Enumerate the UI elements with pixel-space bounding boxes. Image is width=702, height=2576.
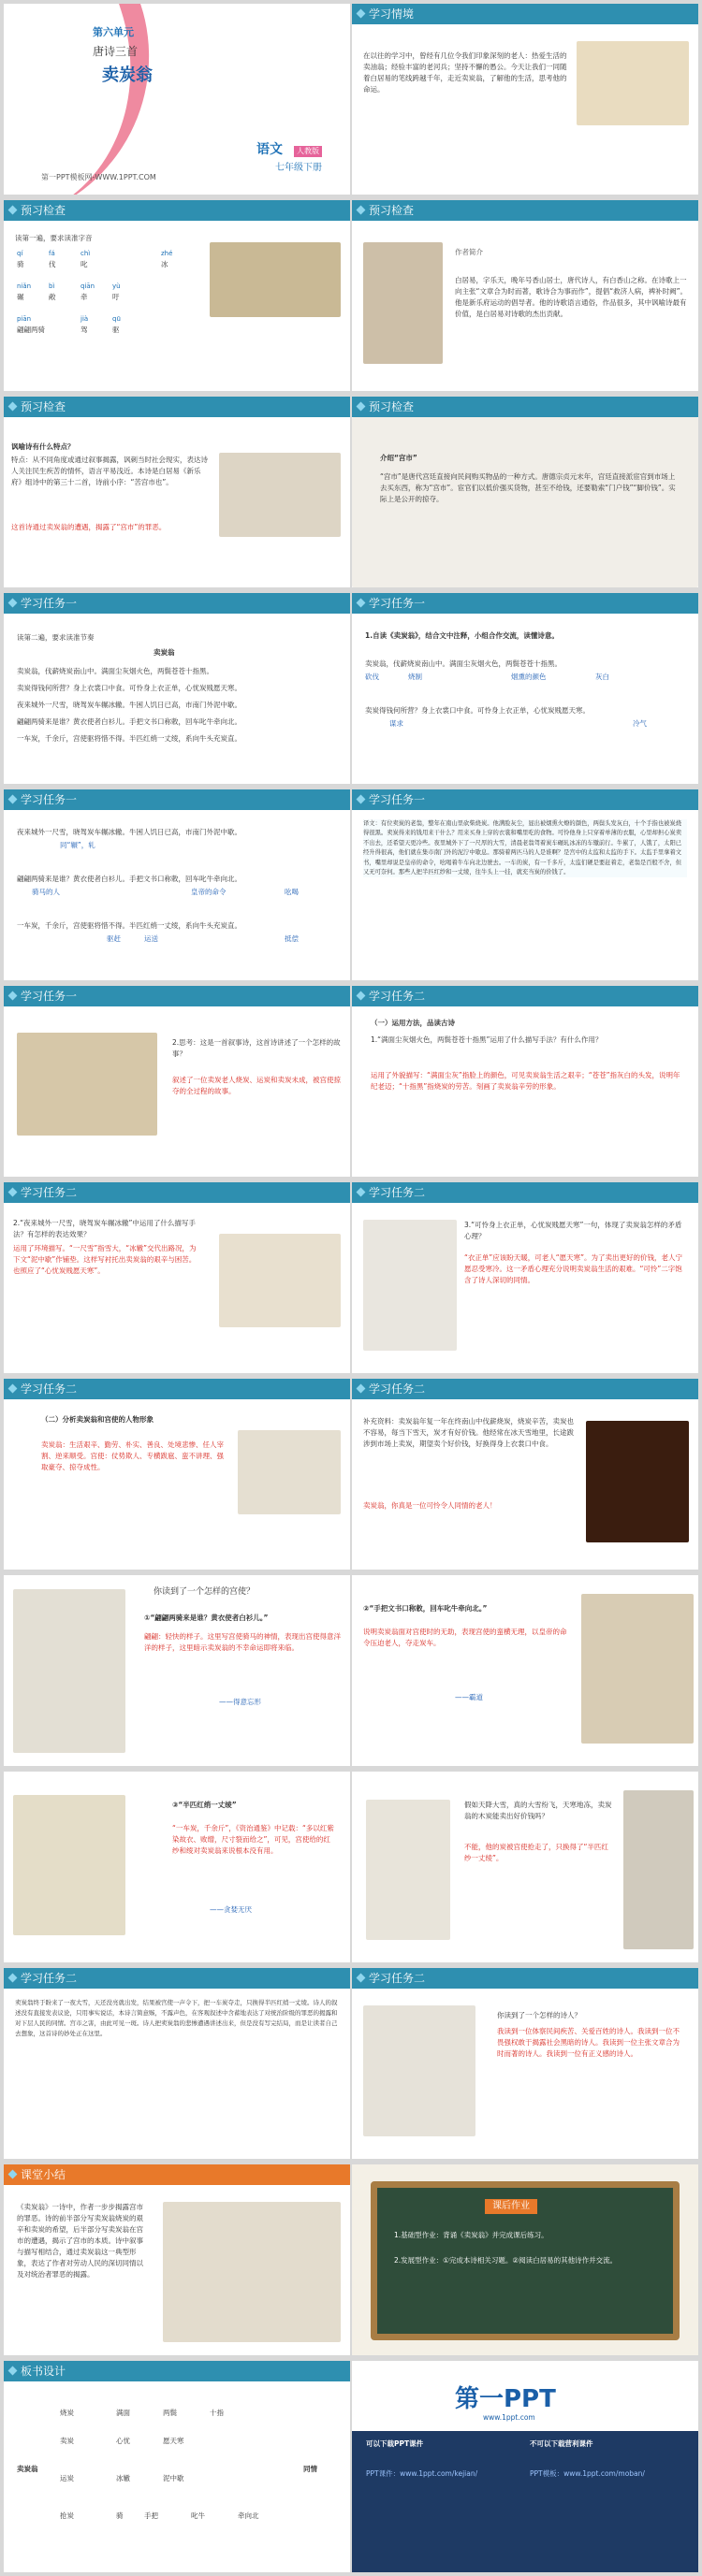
question: 假如天降大雪，真的大雪纷飞，天寒地冻，卖炭翁的木炭能卖出好价钱吗？ xyxy=(464,1801,612,1820)
pinyin-9: piān xyxy=(17,315,32,323)
question: 2.“夜来城外一尺雪，晓驾炭车辗冰辙”中运用了什么描写手法？有怎样的表达效果？ xyxy=(13,1219,196,1238)
poem-line-2: 翩翩两骑来是谁？黄衣使者白衫儿。手把文书口称敕，回车叱牛牵向北。 xyxy=(17,875,241,883)
pinyin-5: niǎn xyxy=(17,282,32,290)
slide-4[interactable] xyxy=(352,200,698,391)
horse-rider-image xyxy=(577,41,689,125)
poem-line-1: 夜来城外一尺雪，晓驾炭车辗冰辙。牛困人饥日已高，市南门外泥中歇。 xyxy=(17,828,241,836)
board-node: 牵向北 xyxy=(238,2511,259,2520)
ox-cart-side-image xyxy=(623,1790,694,1949)
board-node: 泥中歇 xyxy=(163,2474,184,2482)
note-4: 吆喝 xyxy=(285,888,299,896)
poem-line-2: 卖炭得钱何所营？身上衣裳口中食。可怜身上衣正单，心忧炭贱愿天寒。 xyxy=(365,706,590,715)
footer-panel xyxy=(352,2431,698,2572)
note-3: 烟熏的颜色 xyxy=(511,673,547,681)
figure-image xyxy=(238,1430,341,1514)
col2-title: 不可以下载营利课件 xyxy=(530,2439,593,2448)
note-5: 谋求 xyxy=(389,719,403,728)
figures-image xyxy=(13,1589,125,1753)
note-2: 烧制 xyxy=(408,673,422,681)
slide-header: 学习任务二 xyxy=(4,1379,350,1399)
subject-label: 语文 xyxy=(256,142,283,157)
word-9: 翩翩两骑 xyxy=(17,326,45,334)
landscape-image xyxy=(219,453,341,537)
slide-header: 预习检查 xyxy=(4,397,350,417)
slide-22[interactable] xyxy=(352,1968,698,2159)
slide-header: 预习检查 xyxy=(4,200,350,221)
task-question: 1.自读《卖炭翁》，结合文中注释，小组合作交流，读懂诗意。 xyxy=(365,631,559,640)
note-5: 驱赶 xyxy=(107,934,121,943)
answer-red: “一车炭，千余斤”，《资治通鉴》中记载：“多以红紫染故衣、败缯，尺寸裂而给之”，可见，宫使给的红纱和绫对卖炭翁来说根本没有用。 xyxy=(172,1824,334,1855)
pinyin-11: qū xyxy=(112,315,121,323)
pinyin-2: fá xyxy=(49,250,55,257)
board-node: 心忧 xyxy=(116,2437,130,2445)
reading-prompt: 读第一遍，要求读准字音 xyxy=(15,234,93,242)
answer-text: 特点：从不同角度或通过叙事揭露，讽刺当时社会现实，表达诗人关注民生疾苦的情怀，语言平易浅近。本诗是白居易《新乐府》组诗中的第三十二首，诗前小序：“苦宫市也”。 xyxy=(11,456,208,486)
cart-image xyxy=(581,1594,694,1744)
slide-20[interactable] xyxy=(352,1772,698,1962)
answer-red: 这首诗通过卖炭翁的遭遇，揭露了“宫市”的罪恶。 xyxy=(11,523,167,531)
slide-23[interactable] xyxy=(4,2164,350,2355)
slide-header: 学习任务二 xyxy=(352,986,698,1006)
topic-label: 介绍“宫市” xyxy=(380,454,417,462)
supplement-text: 补充资料：卖炭翁年复一年在终南山中伐薪烧炭，烧炭辛苦，卖炭也不容易，每当下雪天，炭才有好价钱。他经常在冰天雪地里，长途跋涉到市场上卖炭，期望卖个好价钱，好换得身上衣裳口中食。 xyxy=(363,1417,574,1448)
slide-3[interactable] xyxy=(4,200,350,391)
pinyin-1: qí xyxy=(17,250,23,257)
poem-line-1: 卖炭翁，伐薪烧炭南山中。满面尘灰烟火色，两鬓苍苍十指黑。 xyxy=(17,667,213,675)
footer-text: 第一PPT模板网-WWW.1PPT.COM xyxy=(41,173,156,181)
slide-7[interactable] xyxy=(4,593,350,784)
fire-image xyxy=(586,1421,689,1542)
note-7: 抵偿 xyxy=(285,934,299,943)
poem-quote: ③“半匹红绡一丈绫” xyxy=(172,1801,237,1809)
question: 讽喻诗有什么特点？ xyxy=(11,442,75,451)
poem-line-3: 一车炭，千余斤，宫使驱将惜不得。半匹红绡一丈绫，系向牛头充炭直。 xyxy=(17,921,241,930)
summary-text: 《卖炭翁》一诗中，作者一步步揭露宫市的罪恶。诗的前半部分写卖炭翁烧炭的艰辛和卖炭的希望，后半部分写卖炭翁在宫市的遭遇，揭示了宫市的本质。诗中叙事与描写相结合，通过卖炭翁这一典型形象，表达了作者对劳动人民的深切同情以及对统治者罪恶的揭露。 xyxy=(17,2203,143,2279)
brand-site: www.1ppt.com xyxy=(483,2413,535,2422)
word-1: 骑 xyxy=(17,260,24,268)
poems-label: 唐诗三首 xyxy=(93,45,139,58)
slide-header: 学习任务一 xyxy=(4,789,350,810)
slide-21[interactable] xyxy=(4,1968,350,2159)
col1-title: 可以下载PPT课件 xyxy=(366,2439,424,2448)
answer-red: “衣正单”应该盼天暖，可老人“愿天寒”。为了卖出更好的价钱，老人宁愿忍受寒冷。这一矛盾心理充分说明卖炭翁生活的艰难。“可怜”二字饱含了诗人深切的同情。 xyxy=(464,1253,683,1284)
slide-header: 学习任务一 xyxy=(4,593,350,614)
answer-red: 叙述了一位卖炭老人烧炭、运炭和卖炭未成，被宫使掠夺的全过程的故事。 xyxy=(172,1076,341,1095)
poet-image xyxy=(363,2005,475,2136)
pinyin-6: bì xyxy=(49,282,55,290)
poet-portrait-image xyxy=(363,242,443,364)
intro-text: 在以往的学习中，曾经有几位令我们印象深刻的老人：热爱生活的卖油翁；经验丰富的老河兵；坚持不懈的愚公。今天让我们一同随着白居易的笔线跨越千年，走近卖炭翁，了解他的生活，思考他的命运。 xyxy=(363,51,567,94)
grade-label: 七年级下册 xyxy=(275,163,322,173)
slide-header: 学习任务二 xyxy=(352,1968,698,1989)
translation-text: 译文：有位卖炭的老翁，整年在南山里砍柴烧炭。他满脸灰尘，显出被烟熏火燎的颜色，两鬓头发灰白，十个手指也被炭烧得很黑。卖炭得来的钱用来干什么？用来买身上穿的衣裳和嘴里吃的食物。可怜他身上只穿着单薄的衣服，心里却担心炭卖不出去，还希望天更冷些。夜里城外下了一尺厚的大雪，清晨老翁驾着炭车碾轧冰冻的车辙前行。牛累了，人饿了，太阳已经升得很高，他们就在集市南门外的泥泞中歇息。那骑着两匹马的人是谁啊？是宫中的太监和太监的手下。太监手里拿着文书，嘴里却说是皇帝的命令，吆喝着牛车向北边驶去。一车的炭，有一千多斤，太监们硬是要赶着走，老翁是百般不舍，但又无可奈何。那些人把半匹红纱和一丈绫，往牛头上一挂，就充当炭的价钱了。 xyxy=(363,819,687,877)
pinyin-10: jià xyxy=(80,315,89,323)
board-node: 骑 xyxy=(116,2511,124,2520)
word-4: 冰 xyxy=(161,260,168,268)
sub-heading: （二）分析卖炭翁和宫使的人物形象 xyxy=(41,1415,154,1424)
slide-heading: 你读到了一个怎样的宫使？ xyxy=(154,1587,256,1597)
author-text: 白居易，字乐天，晚年号香山居士，唐代诗人，有白香山之称。在诗歌上一向主张“文章合为时而著，歌诗合为事而作”，提倡“救济人病，裨补时阙”。他是新乐府运动的倡导者。他的诗歌语言通俗，作品很多，其中讽喻诗最有价值，是白居易对诗歌的杰出贡献。 xyxy=(455,276,688,318)
poem-line-1: 卖炭翁，伐薪烧炭南山中。满面尘灰烟火色，两鬓苍苍十指黑。 xyxy=(365,659,562,668)
word-5: 碾 xyxy=(17,293,24,301)
reading-prompt: 读第二遍，要求读准节奏 xyxy=(17,633,95,642)
conclusion-tag: ——霸道 xyxy=(455,1693,483,1701)
board-node: 卖炭 xyxy=(60,2437,74,2445)
slide-10[interactable] xyxy=(352,789,698,980)
slide-header: 学习任务二 xyxy=(4,1182,350,1203)
slide-14[interactable] xyxy=(352,1182,698,1373)
note-4: 灰白 xyxy=(595,673,609,681)
slide-header: 学习任务二 xyxy=(352,1379,698,1399)
topic-text: “宫市”是唐代宫廷直接向民间购买物品的一种方式。唐德宗贞元末年，宫廷直接派宦官到市场上去买东西，称为“宫市”。宦官们以低价强买货物，甚至不给钱，还要勒索“门户钱”“脚价钱”。实际上是公开的掠夺。 xyxy=(380,472,676,503)
word-7: 牵 xyxy=(80,293,88,301)
ox-cart-drawing-image xyxy=(163,2202,341,2342)
footer-link-2[interactable]: PPT模板：www.1ppt.com/moban/ xyxy=(530,2469,645,2478)
word-2: 伐 xyxy=(49,260,56,268)
slide-18[interactable] xyxy=(352,1575,698,1766)
board-node: 抢炭 xyxy=(60,2511,74,2520)
slide-header: 学习任务一 xyxy=(352,593,698,614)
board-node: 运炭 xyxy=(60,2474,74,2482)
answer-red: 运用了环境描写。“一尺雪”指雪大，“冰辙”交代出路况，为下文“泥中歇”作铺垫。这样写衬托出卖炭翁的艰辛与困苦。也照应了“心忧炭贱愿天寒”。 xyxy=(13,1244,197,1275)
slide-header: 预习检查 xyxy=(352,200,698,221)
slide-8[interactable] xyxy=(352,593,698,784)
answer-red: 翩翩：轻快的样子。这里写宫使骑马的神情，表现出宫使得意洋洋的样子，这里暗示卖炭翁的不幸命运即将来临。 xyxy=(144,1632,341,1652)
question: 3.“可怜身上衣正单，心忧炭贱愿天寒”一句，体现了卖炭翁怎样的矛盾心理？ xyxy=(464,1221,682,1240)
board-node: 十指 xyxy=(210,2409,224,2417)
note-6: 运送 xyxy=(144,934,158,943)
slide-16[interactable] xyxy=(352,1379,698,1570)
poem-line-5: 一车炭，千余斤，宫使驱将惜不得。半匹红绡一丈绫，系向牛头充炭直。 xyxy=(17,734,241,743)
answer-red: 卖炭翁：生活艰辛、勤劳、朴实、善良、处境悲惨、任人宰割、逆来顺受。宫使：仗势欺人、专横跋扈、蛮不讲理、强取豪夺、掠夺成性。 xyxy=(41,1440,224,1471)
question: 2.思考：这是一首叙事诗，这首诗讲述了一个怎样的故事？ xyxy=(172,1038,341,1058)
sub-heading: （一）运用方法，品读古诗 xyxy=(371,1019,455,1027)
conclusion-tag: ——贪婪无厌 xyxy=(210,1905,252,1914)
old-man-image xyxy=(210,242,341,317)
homework-item-2: 2.发展型作业：①完成本诗相关习题。②阅读白居易的其他诗作并交流。 xyxy=(394,2256,618,2265)
note-1: 砍伐 xyxy=(365,673,379,681)
ox-cart-image xyxy=(17,1033,157,1136)
slide-header: 学习任务二 xyxy=(4,1968,350,1989)
slide-header: 预习检查 xyxy=(352,397,698,417)
answer-red: 我读到一位体察民间疾苦、关爱百姓的诗人。我读到一位不畏强权敢于揭露社会黑暗的诗人。我读到一位主张文章合为时而著的诗人。我读到一位有正义感的诗人。 xyxy=(497,2027,680,2058)
slide-24[interactable] xyxy=(352,2164,698,2355)
cart-sketch-image xyxy=(13,1795,125,1935)
board-right: 同情 xyxy=(303,2465,317,2473)
board-node: 两鬓 xyxy=(163,2409,177,2417)
slide-26[interactable] xyxy=(352,2361,698,2572)
chalkboard xyxy=(371,2181,680,2340)
slide-13[interactable] xyxy=(4,1182,350,1373)
question: 1.“满面尘灰烟火色，两鬓苍苍十指黑”运用了什么描写手法？有什么作用？ xyxy=(371,1035,603,1044)
slide-header: 学习情境 xyxy=(352,4,698,24)
word-11: 驱 xyxy=(112,326,120,334)
slide-5[interactable] xyxy=(4,397,350,587)
poem-line-2: 卖炭得钱何所营？身上衣裳口中食。可怜身上衣正单，心忧炭贱愿天寒。 xyxy=(17,684,241,692)
board-node: 叱牛 xyxy=(191,2511,205,2520)
note-2: 骑马的人 xyxy=(32,888,60,896)
board-node: 冰辙 xyxy=(116,2474,130,2482)
poem-quote: ①“翩翩两骑来是谁？黄衣使者白衫儿。” xyxy=(144,1614,269,1622)
pinyin-7: qiān xyxy=(80,282,95,290)
question: 你读到了一个怎样的诗人？ xyxy=(497,2011,581,2019)
board-node: 满面 xyxy=(116,2409,130,2417)
slide-19[interactable] xyxy=(4,1772,350,1962)
answer-red: 不能，他的炭被宫使抢走了，只换得了“半匹红纱一丈绫”。 xyxy=(464,1843,608,1862)
slide-6[interactable] xyxy=(352,397,698,587)
slide-header: 课堂小结 xyxy=(4,2164,350,2185)
slide-header: 学习任务二 xyxy=(352,1182,698,1203)
slide-11[interactable] xyxy=(4,986,350,1177)
board-node: 烧炭 xyxy=(60,2409,74,2417)
footer-link-1[interactable]: PPT课件：www.1ppt.com/kejian/ xyxy=(366,2469,478,2478)
slide-2[interactable] xyxy=(352,4,698,195)
answer-red: 卖炭翁，你真是一位可怜令人同情的老人！ xyxy=(363,1501,497,1510)
word-3: 叱 xyxy=(80,260,88,268)
slide-25[interactable] xyxy=(4,2361,350,2572)
cover-title: 卖炭翁 xyxy=(102,65,153,85)
word-6: 敞 xyxy=(49,293,56,301)
note-6: 冷气 xyxy=(633,719,647,728)
slide-1-cover[interactable] xyxy=(4,4,350,195)
note-3: 皇帝的命令 xyxy=(191,888,227,896)
homework-item-1: 1.基础型作业：背诵《卖炭翁》并完成课后练习。 xyxy=(394,2231,548,2239)
poet-sketch-image xyxy=(363,1220,457,1351)
note-1: 同“辗”，轧 xyxy=(60,841,95,849)
author-label: 作者简介 xyxy=(455,248,483,256)
portrait-image xyxy=(366,1800,450,1940)
poem-quote: ②“手把文书口称敕，回车叱牛牵向北。” xyxy=(363,1604,488,1613)
board-node: 手把 xyxy=(144,2511,158,2520)
board-node: 愿天寒 xyxy=(163,2437,184,2445)
slide-header: 学习任务一 xyxy=(4,986,350,1006)
pinyin-3: chì xyxy=(80,250,91,257)
unit-label: 第六单元 xyxy=(93,26,134,38)
word-10: 驾 xyxy=(80,326,88,334)
analysis-text: 卖炭翁终于盼来了一夜大雪，天还没亮就出发，结果被宫使一声令下，把一车炭夺走，只换得半匹红绡一丈绫。诗人的叙述没有直接发表议论，只用事实说话，本诗言简意赅，不露声色，在客观叙述中含蓄地表达了对统治阶级的罪恶的揭露和对下层人民的同情。宫市之害，由此可见一斑。诗人把卖炭翁的悲惨遭遇讲述出来，但是没有写完结局，而是让读者自己去想象，这首诗的妙处正在这里。 xyxy=(15,1999,338,2037)
poem-line-3: 夜来城外一尺雪，晓驾炭车辗冰辙。牛困人饥日已高，市南门外泥中歇。 xyxy=(17,701,241,709)
slide-header: 板书设计 xyxy=(4,2361,350,2381)
brand-logo: 第一PPT xyxy=(455,2385,556,2413)
pinyin-4: zhé xyxy=(161,250,173,257)
slide-15[interactable] xyxy=(4,1379,350,1570)
slide-header: 学习任务一 xyxy=(352,789,698,810)
board-left: 卖炭翁 xyxy=(17,2465,38,2473)
slide-9[interactable] xyxy=(4,789,350,980)
ox-cart-image xyxy=(219,1234,341,1327)
pinyin-8: yù xyxy=(112,282,121,290)
poem-line-4: 翩翩两骑来是谁？黄衣使者白衫儿。手把文书口称敕，回车叱牛牵向北。 xyxy=(17,717,241,726)
edition-badge: 人教版 xyxy=(294,146,322,157)
answer-red: 说明卖炭翁面对宫使时的无助，表现宫使的蛮横无理，以皇帝的命令压迫老人，夺走炭车。 xyxy=(363,1628,567,1647)
slide-17[interactable] xyxy=(4,1575,350,1766)
conclusion-tag: ——得意忘形 xyxy=(219,1698,261,1706)
poem-title: 卖炭翁 xyxy=(154,648,175,657)
word-8: 吁 xyxy=(112,293,120,301)
answer-red: 运用了外貌描写：“满面尘灰”指脸上的颜色，可见卖炭翁生活之艰辛；“苍苍”指灰白的头发，说明年纪老迈；“十指黑”指烧炭的劳苦。刻画了卖炭翁辛劳的形象。 xyxy=(371,1071,680,1091)
homework-title: 课后作业 xyxy=(485,2199,537,2214)
slide-12[interactable] xyxy=(352,986,698,1177)
